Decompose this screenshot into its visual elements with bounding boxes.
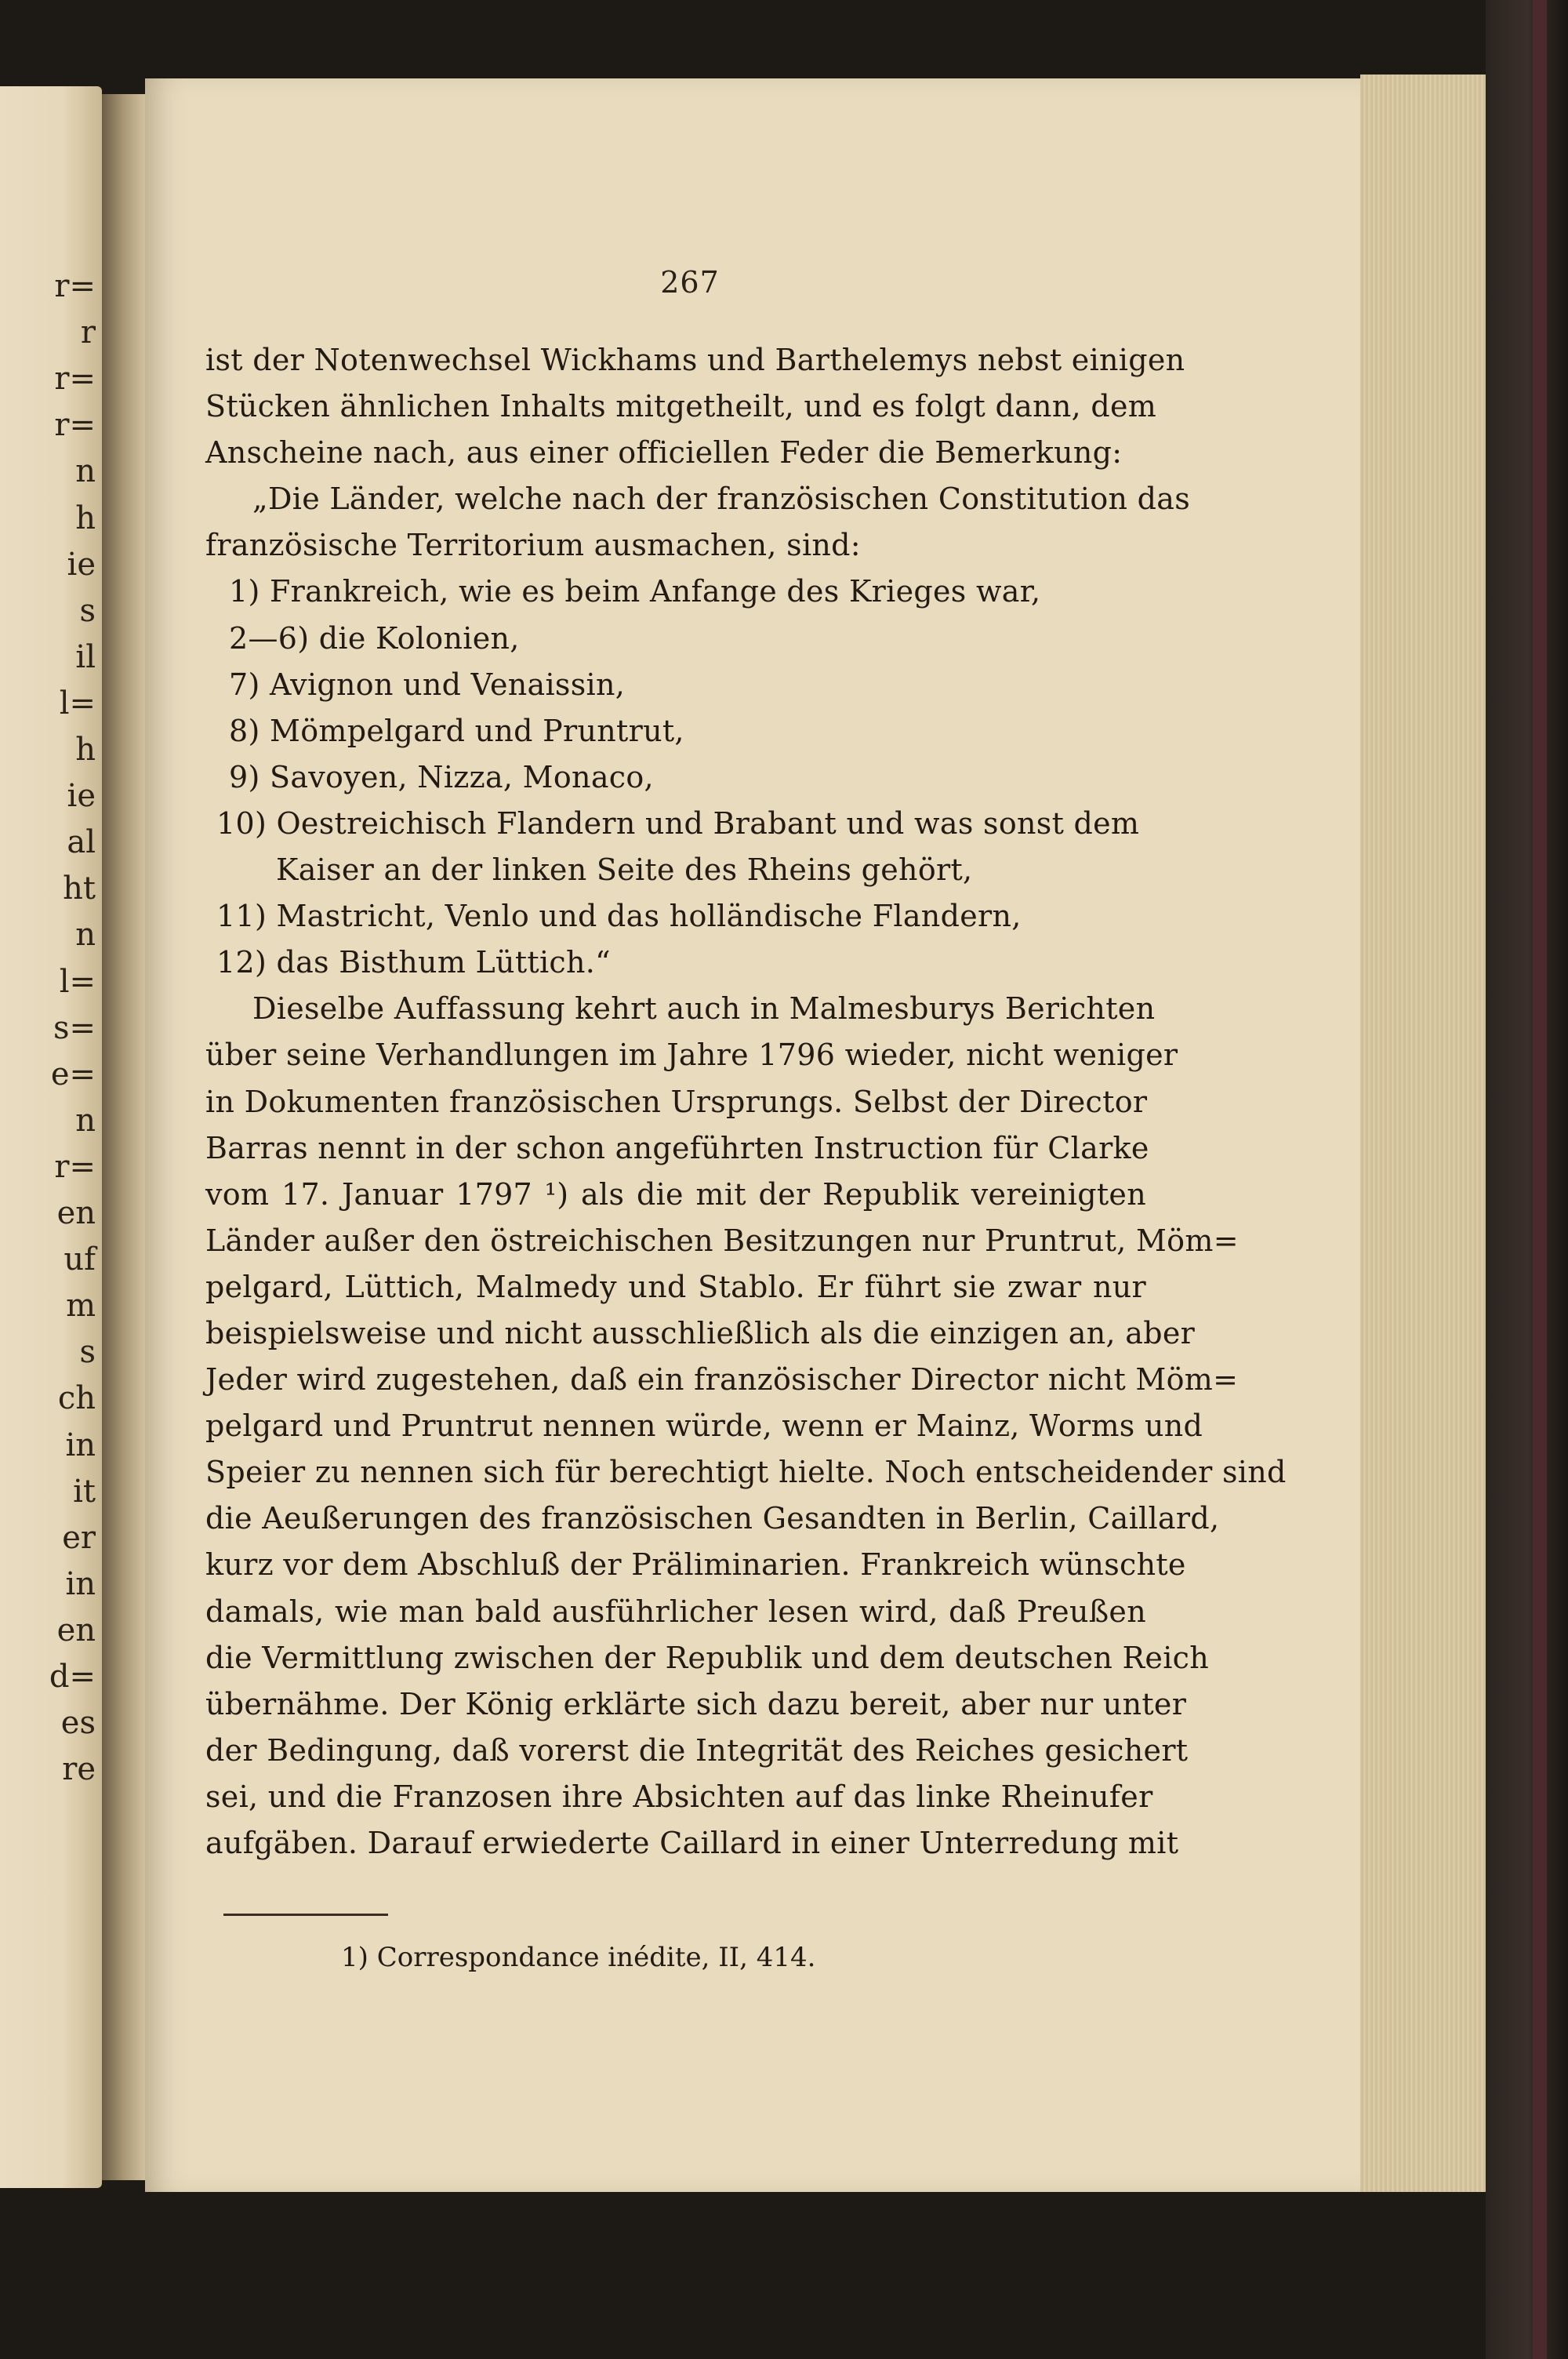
left-page-edge-fragment: en — [56, 1612, 96, 1648]
list-item: 8) Mömpelgard und Pruntrut, — [229, 713, 684, 748]
list-item-continuation: Kaiser an der linken Seite des Rheins gehört, — [276, 852, 973, 888]
footnote-divider — [223, 1914, 388, 1916]
left-page-edge-fragment: e= — [50, 1056, 96, 1092]
left-page-edge-fragment: re — [62, 1751, 96, 1788]
text-line: vom 17. Januar 1797 ¹) als die mit der Republik vereinigten — [205, 1176, 1146, 1212]
left-page-edge-fragment: r= — [54, 407, 96, 444]
body-text — [205, 337, 1287, 1866]
left-page-edge-fragment: s= — [53, 1009, 96, 1046]
text-line: kurz vor dem Abschluß der Präliminarien. Frankreich wünschte — [205, 1547, 1186, 1583]
left-page-edge-fragment: r= — [54, 268, 96, 304]
text-line: Speier zu nennen sich für berechtigt hielte. Noch entscheidender sind — [205, 1455, 1287, 1490]
list-item: 12) das Bisthum Lüttich.“ — [216, 945, 611, 980]
left-page-edge-fragment: m — [66, 1288, 96, 1325]
left-page-edge-fragment: ch — [57, 1380, 96, 1417]
left-page-edge-fragment: en — [56, 1195, 96, 1231]
text-line: übernähme. Der König erklärte sich dazu bereit, aber nur unter — [205, 1686, 1187, 1721]
text-line: pelgard und Pruntrut nennen würde, wenn er Mainz, Worms und — [205, 1408, 1203, 1444]
text-line: pelgard, Lüttich, Malmedy und Stablo. Er führt sie zwar nur — [205, 1269, 1146, 1304]
text-line: Anscheine nach, aus einer officiellen Feder die Bemerkung: — [205, 435, 1123, 471]
text-line: damals, wie man bald ausführlicher lesen wird, daß Preußen — [205, 1594, 1146, 1629]
text-line: der Bedingung, daß vorerst die Integrität des Reiches gesichert — [205, 1732, 1189, 1768]
left-page-edge-fragment: s — [79, 1334, 96, 1371]
left-page-edge-fragment: n — [75, 1102, 96, 1139]
left-page-edge-fragment: h — [75, 732, 96, 768]
book-gutter — [102, 94, 149, 2180]
left-page-edge-fragment: ie — [67, 778, 96, 815]
text-line: die Vermittlung zwischen der Republik und dem deutschen Reich — [205, 1640, 1210, 1675]
left-page-edge-fragment: r= — [54, 1148, 96, 1185]
cover-band — [1533, 0, 1547, 2359]
left-page-edge-fragment: uf — [64, 1241, 96, 1278]
left-page-edge-fragment: al — [67, 824, 96, 861]
left-page-edge-fragment: h — [75, 500, 96, 536]
text-line: über seine Verhandlungen im Jahre 1796 wieder, nicht weniger — [205, 1038, 1178, 1073]
left-page-edge-fragment: in — [65, 1427, 96, 1463]
left-page-edge-fragment: in — [65, 1565, 96, 1602]
page-number: 267 — [660, 265, 720, 300]
text-line: beispielsweise und nicht ausschließlich als die einzigen an, aber — [205, 1315, 1196, 1350]
text-line: sei, und die Franzosen ihre Absichten auf das linke Rheinufer — [205, 1779, 1153, 1814]
left-page-edge-fragment: r — [80, 314, 96, 351]
left-page-edge-fragment: d= — [49, 1659, 96, 1695]
text-line: Dieselbe Auffassung kehrt auch in Malmesburys Berichten — [252, 991, 1156, 1027]
left-page-edge-fragment: es — [60, 1705, 96, 1742]
list-item: 11) Mastricht, Venlo und das holländische Flandern, — [216, 899, 1022, 934]
list-item: 7) Avignon und Venaissin, — [229, 667, 626, 702]
list-item: 9) Savoyen, Nizza, Monaco, — [229, 759, 654, 794]
list-item: 10) Oestreichisch Flandern und Brabant und was sonst dem — [216, 805, 1140, 841]
text-line: Länder außer den östreichischen Besitzungen nur Pruntrut, Möm= — [205, 1223, 1239, 1258]
footnote: 1) Correspondance inédite, II, 414. — [341, 1942, 816, 1973]
text-line: aufgäben. Darauf erwiederte Caillard in einer Unterredung mit — [205, 1826, 1179, 1860]
book-cover-edge — [1486, 0, 1568, 2359]
left-page-edge-fragment: ht — [63, 871, 96, 907]
text-line: Jeder wird zugestehen, daß ein französischer Director nicht Möm= — [205, 1362, 1239, 1398]
text-line: Barras nennt in der schon angeführten Instruction für Clarke — [205, 1130, 1149, 1165]
left-page-edge-fragment: ie — [67, 546, 96, 583]
left-page-edge-fragment: s — [79, 592, 96, 629]
left-page-edge-fragment: n — [75, 453, 96, 490]
page-stack-edge — [1360, 75, 1489, 2192]
text-line: ist der Notenwechsel Wickhams und Barthelemys nebst einigen — [205, 343, 1185, 377]
left-page — [0, 86, 102, 2188]
left-page-edge-fragment: n — [75, 917, 96, 954]
left-page-edge-fragment: r= — [54, 361, 96, 398]
left-page-edge-fragment: l= — [59, 685, 96, 722]
text-line: Stücken ähnlichen Inhalts mitgetheilt, und es folgt dann, dem — [205, 389, 1157, 424]
left-page-edge-fragment: er — [62, 1519, 96, 1556]
left-page-edge-fragment: l= — [59, 963, 96, 1000]
text-line: in Dokumenten französischen Ursprungs. Selbst der Director — [205, 1084, 1148, 1119]
text-line: „Die Länder, welche nach der französischen Constitution das — [252, 482, 1191, 517]
left-page-edge-fragment: it — [73, 1473, 96, 1510]
list-item: 1) Frankreich, wie es beim Anfange des Krieges war, — [229, 574, 1041, 609]
text-line: französische Territorium ausmachen, sind: — [205, 528, 861, 563]
text-line: die Aeußerungen des französischen Gesandten in Berlin, Caillard, — [205, 1501, 1220, 1536]
list-item: 2—6) die Kolonien, — [229, 620, 520, 656]
left-page-edge-fragment: il — [75, 638, 96, 675]
